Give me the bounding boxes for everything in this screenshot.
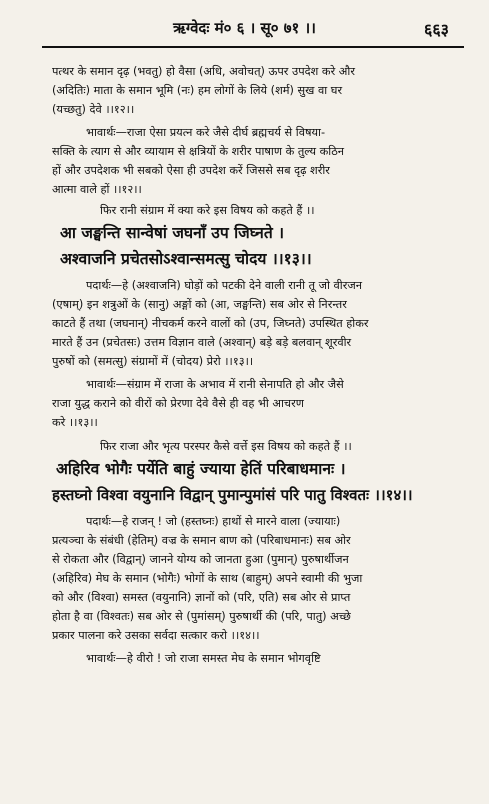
padarth-line: काटते हैं तथा (जघनान्) नीचकर्म करने वालों को (उप, जिघ्नते) उपस्थित होकर bbox=[52, 317, 369, 330]
padarth-line: को और (विश्वा) समस्त (वयुनानि) ज्ञानों को (परि, एति) सब ओर से प्राप्त bbox=[52, 591, 351, 604]
mantra-line: अहिरिव भोगैः पर्येति बाहुं ज्याया हेतिं परिबाधमानः । bbox=[56, 460, 346, 478]
text-line: पत्थर के समान दृढ़ (भवतु) हो वैसा (अधि, अवोचत्) ऊपर उपदेश करे और bbox=[52, 65, 355, 78]
mantra-line: अश्वाजनि प्रचेतसोऽश्वान्समत्सु चोदय ।।१३।। bbox=[60, 250, 312, 268]
page-header bbox=[0, 18, 489, 42]
padarth-line: प्रत्यञ्चा के संबंधी (हेतिम्) वज्र के समान बाण को (परिबाधमानः) सब ओर bbox=[52, 534, 351, 547]
bhavarth-line: हों और उपदेशक भी सबको ऐसा ही उपदेश करें जिससे सब दृढ़ शरीर bbox=[52, 164, 330, 177]
bhavarth-line: आत्मा वाले हों ।।१२।। bbox=[52, 183, 142, 196]
bhavarth-line: भावार्थः—संग्राम में राजा के अभाव में रानी सेनापति हो और जैसे bbox=[86, 378, 344, 391]
bhavarth-line: सक्ति के त्याग से और व्यायाम से क्षत्रियों के शरीर पाषाण के तुल्य कठिन bbox=[52, 145, 345, 158]
padarth-line: होता है वा (विश्वतः) सब ओर से (पुमांसम्) पुरुषार्थी की (परि, पातु) अच्छे bbox=[52, 610, 351, 623]
padarth-line: मारते हैं उन (प्रचेतसः) उत्तम विज्ञान वाले (अश्वान्) बड़े बड़े बलवान् शूरवीर bbox=[52, 336, 352, 349]
mantra-line: हस्तघ्नो विश्वा वयुनानि विद्वान् पुमान्पुमांसं परि पातु विश्वतः ।।१४।। bbox=[52, 486, 413, 504]
bhavarth-line: भावार्थः—हे वीरो ! जो राजा समस्त मेघ के समान भोगवृष्टि bbox=[86, 652, 321, 665]
page-number: ६६३ bbox=[424, 20, 449, 39]
running-header-title: ऋग्वेदः मं० ६ । सू० ७१ ।। bbox=[173, 19, 316, 37]
section-intro: फिर राजा और भृत्य परस्पर कैसे वर्त्ते इस विषय को कहते हैं ।। bbox=[100, 440, 352, 453]
bhavarth-line: करे ।।१३।। bbox=[52, 416, 98, 429]
padarth-line: पदार्थः—हे राजन् ! जो (हस्तघ्नः) हाथों से मारने वाला (ज्यायाः) bbox=[86, 515, 341, 528]
padarth-line: पदार्थः—हे (अश्वाजनि) घोड़ों को पटकी देने वाली रानी तू जो वीरजन bbox=[86, 279, 362, 292]
page-body bbox=[52, 62, 457, 668]
padarth-line: प्रकार पालना करे उसका सर्वदा सत्कार करो ।।१४।। bbox=[52, 629, 260, 642]
bhavarth-line: भावार्थः—राजा ऐसा प्रयत्न करे जैसे दीर्घ ब्रह्मचर्य से विषया- bbox=[86, 126, 326, 139]
text-line: (अदितिः) माता के समान भूमि (नः) हम लोगों के लिये (शर्म) सुख वा घर bbox=[52, 84, 343, 97]
mantra-line: आ जङ्घन्ति सान्वेषां जघनाँ उप जिघ्नते । bbox=[60, 224, 285, 242]
text-line: (यच्छतु) देवे ।।१२।। bbox=[52, 103, 135, 116]
header-rule bbox=[42, 46, 464, 48]
padarth-line: (अहिरिव) मेघ के समान (भोगैः) भोगों के साथ (बाहुम्) अपने स्वामी की भुजा bbox=[52, 572, 363, 585]
bhavarth-line: राजा युद्ध कराने को वीरों को प्रेरणा देवे वैसे ही वह भी आचरण bbox=[52, 397, 304, 410]
padarth-line: (एषाम्) इन शत्रुओं के (सानु) अङ्गों को (आ, जङ्घन्ति) सब ओर से निरन्तर bbox=[52, 298, 347, 311]
section-intro: फिर रानी संग्राम में क्या करे इस विषय को कहते हैं ।। bbox=[100, 204, 315, 217]
padarth-line: से रोकता और (विद्वान्) जानने योग्य को जानता हुआ (पुमान्) पुरुषार्थीजन bbox=[52, 553, 349, 566]
padarth-line: पुरुषों को (समत्सु) संग्रामों में (चोदय) प्रेरो ।।१३।। bbox=[52, 355, 254, 368]
